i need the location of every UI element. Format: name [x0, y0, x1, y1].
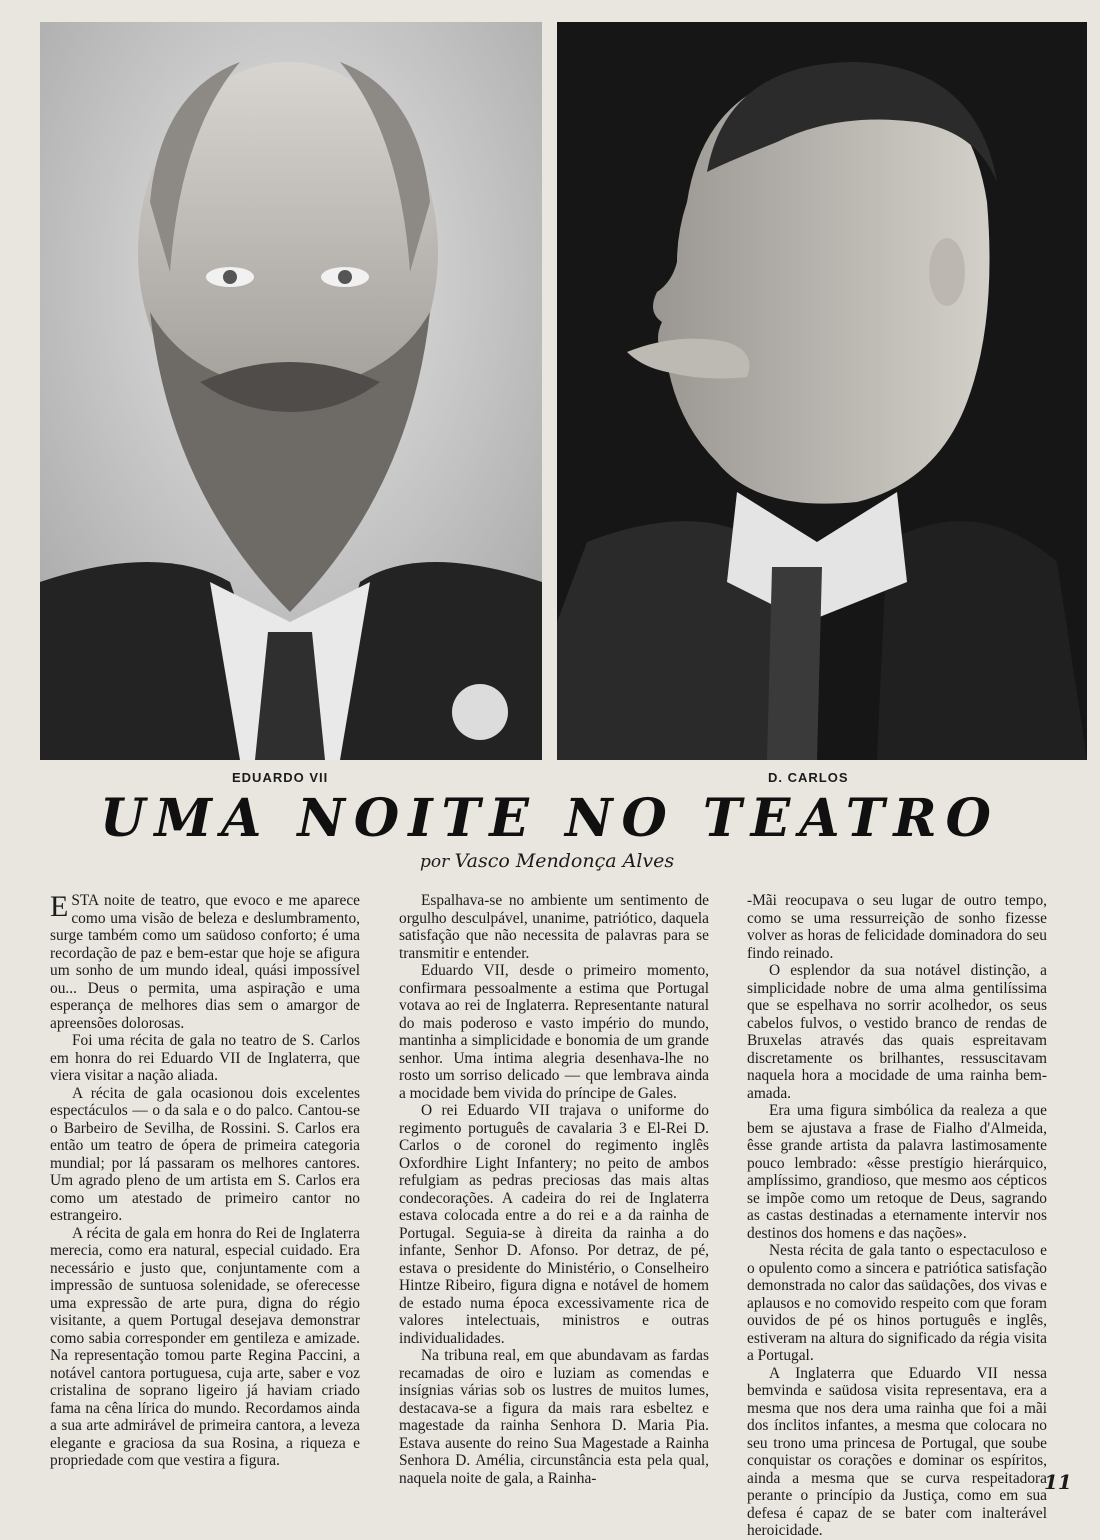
paragraph: A récita de gala ocasionou dois excelentes espectáculos — o da sala e o do palco. Cantou-se o Barbeiro de Sevilha, de Rossini. S. Carlos era então um teatro de ópera de primeira categoria mundial; por lá passaram os melhores cantores. Um agrado pleno de um artista em S. Carlos era como um atestado de primeiro cantor no estrangeiro.	[50, 1084, 360, 1224]
paragraph: Foi uma récita de gala no teatro de S. Carlos em honra do rei Eduardo VII de Inglaterra, que viera visitar a nação aliada.	[50, 1032, 360, 1084]
paragraph: Era uma figura simbólica da realeza a que bem se ajustava a frase de Fialho d'Almeida, êsse grande artista da palavra lastimosamente pouco lembrado: «êsse prestígio hierárquico, amplíssimo, grandioso, que mesmo aos cépticos se impõe como um retoque de Deus, sagrando as castas destinadas a eternamente intervir nos destinos dos homens e das nações».	[747, 1102, 1047, 1242]
portrait-eduardo-vii	[40, 22, 542, 760]
drop-cap: E	[50, 890, 69, 923]
paragraph: A récita de gala em honra do Rei de Inglaterra merecia, como era natural, especial cuidado. Era necessário e justo que, conjuntamente com a impressão de suntuosa solenidade, se oferecesse uma expressão de arte pura, digna do régio visitante, a quem Portugal desejava demonstrar como sabia corresponder em gentileza e amizade. Na representação tomou parte Regina Paccini, a notável cantora portuguesa, cuja arte, saber e voz cristalina de soprano ligeiro já haviam criado fama na cêna lírica do mundo. Recordamos ainda a sua arte admirável de primeira cantora, a leveza elegante e graciosa da sua Rosina, a riqueza e propriedade com que vestira a figura.	[50, 1224, 360, 1469]
text-column-2	[399, 892, 709, 1487]
paragraph: ESTA noite de teatro, que evoco e me aparece como uma visão de beleza e deslumbramento, surge também como um saüdoso conforto; é uma recordação de paz e bem-estar que hoje se afigura um sonho de um mundo ideal, quási impossível ou... Deus o permita, uma aspiração e uma esperança de melhores dias sem o amargor de apreensões dolorosas.	[50, 890, 360, 1032]
portrait-image-right	[557, 22, 1087, 760]
paragraph: A Inglaterra que Eduardo VII nessa bemvinda e saüdosa visita representava, era a mesma que nos dera uma rainha que foi a mãi dos ínclitos infantes, a mesma que colocara no seu trono uma princesa de Portugal, que soube conquistar os corações e dominar os espíritos, ainda a mesma que se curva respeitadora perante o princípio da Justiça, como em sua defesa é capaz de se bater com inalterável heroicidade.	[747, 1364, 1047, 1539]
paragraph: -Mãi reocupava o seu lugar de outro tempo, como se uma ressurreição de sonho fizesse volver as horas de felicidade dominadora do seu findo reinado.	[747, 892, 1047, 962]
byline-prefix: por	[420, 852, 450, 872]
paragraph: Nesta récita de gala tanto o espectaculoso e o opulento como a sincera e patriótica satisfação demonstrada no calor das saüdações, dos vivas e aplausos e no comovido respeito com que foram ouvidos de pé os hinos português e inglês, estiveram na altura do significado da régia visita a Portugal.	[747, 1242, 1047, 1364]
portrait-image-left	[40, 22, 542, 760]
paragraph: O rei Eduardo VII trajava o uniforme do regimento português de cavalaria 3 e El-Rei D. Carlos o de coronel do regimento inglês Oxfordhire Light Infantery; no peito de ambos refulgiam as pedras preciosas das mais altas condecorações. A cadeira do rei de Inglaterra estava colocada entre a do rei e a da rainha de Portugal. Seguia-se à direita da rainha a do infante, Senhor D. Afonso. Por detraz, de pé, estava o presidente do Ministério, o Conselheiro Hintze Ribeiro, figura digna e notável de homem de estado numa época excessivamente rica de valores intelectuais, ministros e outras individualidades.	[399, 1102, 709, 1347]
page-number: 11	[1044, 1470, 1072, 1494]
byline	[420, 850, 674, 872]
paragraph: Espalhava-se no ambiente um sentimento de orgulho desculpável, unanime, patriótico, daquela satisfação que não necessita de palavras para se transmitir e entender.	[399, 892, 709, 962]
paragraph: Eduardo VII, desde o primeiro momento, confirmara pessoalmente a estima que Portugal votava ao rei de Inglaterra. Representante natural do mais poderoso e vasto império do mundo, mantinha a simplicidade e bonomia de um grande senhor. Uma intima alegria desenhava-lhe no rosto um sorriso delicado — que lembrava ainda a mocidade bem vivida do príncipe de Gales.	[399, 962, 709, 1102]
text-column-3	[747, 892, 1047, 1540]
caption-right: D. CARLOS	[768, 770, 849, 785]
text-column-1	[50, 892, 360, 1470]
paragraph: O esplendor da sua notável distinção, a simplicidade nobre de uma alma gentilíssima que se espelhava no sorrir acolhedor, os seus cabelos fulvos, o vestido branco de rendas de Bruxelas através das quais espreitavam discretamente os brilhantes, ressuscitavam naquela hora a mocidade de uma rainha bem-amada.	[747, 962, 1047, 1102]
portrait-d-carlos	[557, 22, 1087, 760]
caption-left: EDUARDO VII	[232, 770, 329, 785]
paragraph: Na tribuna real, em que abundavam as fardas recamadas de oiro e luziam as comendas e insígnias várias sob os lustres de muitos lumes, destacava-se a figura da mais rara esbeltez e magestade da rainha Senhora D. Maria Pia. Estava ausente do reino Sua Magestade a Rainha Senhora D. Amélia, circunstância esta pela qual, naquela noite de gala, a Rainha-	[399, 1347, 709, 1487]
article-title: UMA NOITE NO TEATRO	[100, 788, 1000, 849]
byline-author: Vasco Mendonça Alves	[454, 850, 675, 872]
